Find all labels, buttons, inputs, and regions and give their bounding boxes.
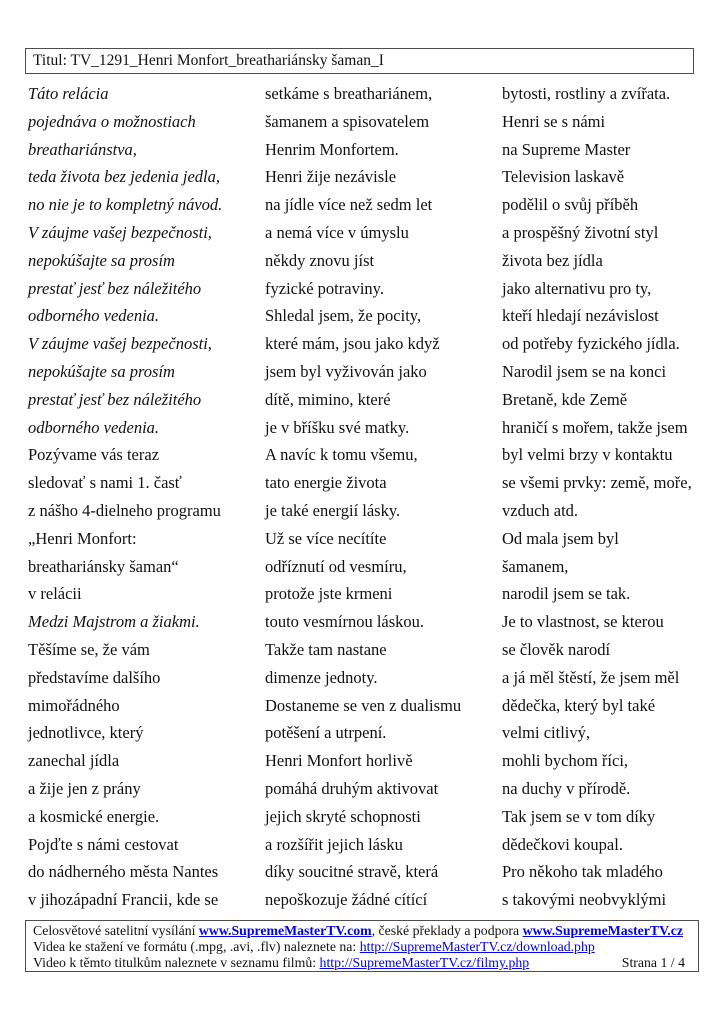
subtitle-line: Těšíme se, že vám <box>28 639 150 659</box>
subtitle-line: dimenze jednoty. <box>265 667 378 687</box>
subtitle-line: na duchy v přírodě. <box>502 778 631 798</box>
subtitle-line: fyzické potraviny. <box>265 278 384 298</box>
subtitle-line: Television laskavě <box>502 167 625 187</box>
subtitle-line: odříznutí od vesmíru, <box>265 556 407 576</box>
subtitle-line: představíme dalšího <box>28 667 161 687</box>
subtitle-line: a prospěšný životní styl <box>502 222 659 242</box>
footer-link[interactable]: http://SupremeMasterTV.cz/filmy.php <box>319 955 530 971</box>
subtitle-line: Medzi Majstrom a žiakmi. <box>28 612 200 632</box>
subtitle-line: byl velmi brzy v kontaktu <box>502 445 673 465</box>
title-bar <box>25 48 694 74</box>
subtitle-line: „Henri Monfort: <box>28 528 137 548</box>
subtitle-line: no nie je to kompletný návod. <box>28 195 223 215</box>
subtitle-line: Pro někoho tak mladého <box>502 862 663 882</box>
subtitle-line: nepokúšajte sa prosím <box>28 361 175 381</box>
subtitle-line: Od mala jsem byl <box>502 528 619 548</box>
subtitle-line: Henrim Monfortem. <box>265 139 399 159</box>
subtitle-line: s takovými neobvyklými <box>502 890 667 910</box>
subtitle-line: velmi citlivý, <box>502 723 590 743</box>
document-title: Titul: TV_1291_Henri Monfort_breathariánsky šaman_I <box>33 52 384 69</box>
subtitle-line: někdy znovu jíst <box>265 250 375 270</box>
subtitle-line: Henri Monfort horlivě <box>265 751 413 771</box>
subtitle-line: jako alternativu pro ty, <box>502 278 652 298</box>
subtitle-line: tato energie života <box>265 473 387 493</box>
subtitle-line: potěšení a utrpení. <box>265 723 387 743</box>
subtitle-line: sledovať s nami 1. časť <box>28 473 182 493</box>
subtitle-line: je také energií lásky. <box>265 500 401 520</box>
subtitle-line: se člověk narodí <box>502 639 611 659</box>
footer-bar <box>25 920 699 972</box>
subtitle-line: dědečkovi koupal. <box>502 834 623 854</box>
subtitle-line: se všemi prvky: země, moře, <box>502 473 692 493</box>
subtitle-line: které mám, jsou jako když <box>265 334 440 354</box>
subtitle-line: v jihozápadní Francii, kde se <box>28 890 219 910</box>
subtitle-line: a rozšířit jejich lásku <box>265 834 403 854</box>
footer-link[interactable]: http://SupremeMasterTV.cz/download.php <box>359 939 595 955</box>
subtitle-line: vzduch atd. <box>502 500 579 520</box>
subtitle-line: života bez jídla <box>502 250 603 270</box>
subtitle-line: odborného vedenia. <box>28 417 160 437</box>
subtitle-line: šamanem, <box>502 556 569 576</box>
subtitle-line: Pojďte s námi cestovat <box>28 834 179 854</box>
subtitle-line: Dostaneme se ven z dualismu <box>265 695 462 715</box>
subtitle-line: Henri se s námi <box>502 111 606 131</box>
subtitle-line: kteří hledají nezávislost <box>502 306 659 326</box>
subtitle-line: Takže tam nastane <box>265 639 387 659</box>
subtitle-line: pomáhá druhým aktivovat <box>265 778 439 798</box>
footer-text: Celosvětové satelitní vysílání <box>33 923 199 938</box>
footer-line <box>33 923 691 939</box>
subtitle-line: podělil o svůj příběh <box>502 195 639 215</box>
subtitle-line: teda života bez jedenia jedla, <box>28 167 220 187</box>
subtitle-line: jejich skryté schopnosti <box>265 806 421 826</box>
subtitle-line: je v bříšku své matky. <box>265 417 410 437</box>
footer-line <box>33 939 691 955</box>
subtitle-line: a kosmické energie. <box>28 806 160 826</box>
text-column-2 <box>265 84 500 918</box>
subtitle-line: Narodil jsem se na konci <box>502 361 667 381</box>
subtitle-line: dědečka, který byl také <box>502 695 656 715</box>
footer-link[interactable]: www.SupremeMasterTV.cz <box>522 923 683 938</box>
subtitle-line: od potřeby fyzického jídla. <box>502 334 680 354</box>
text-column-1 <box>28 84 263 918</box>
subtitle-line: a nemá více v úmyslu <box>265 222 409 242</box>
footer-text: Videa ke stažení ve formátu (.mpg, .avi, .flv) naleznete na: <box>33 939 360 955</box>
subtitle-line: Je to vlastnost, se kterou <box>502 612 664 632</box>
subtitle-line: hraničí s mořem, takže jsem <box>502 417 688 437</box>
subtitle-line: na Supreme Master <box>502 139 631 159</box>
footer-link[interactable]: www.SupremeMasterTV.com <box>198 923 372 938</box>
subtitle-line: setkáme s breathariánem, <box>265 84 433 103</box>
subtitle-line: jednotlivce, který <box>28 723 144 743</box>
subtitle-line: a já měl štěstí, že jsem měl <box>502 667 680 687</box>
subtitle-line: prestať jesť bez náležitého <box>28 278 202 298</box>
subtitle-line: do nádherného města Nantes <box>28 862 219 882</box>
subtitle-line: mimořádného <box>28 695 120 715</box>
footer-line <box>33 955 691 971</box>
subtitle-line: Pozývame vás teraz <box>28 445 160 465</box>
subtitle-line: a žije jen z prány <box>28 778 141 798</box>
subtitle-line: Bretaně, kde Země <box>502 389 628 409</box>
subtitle-line: nepoškozuje žádné cítící <box>265 890 428 910</box>
subtitle-line: zanechal jídla <box>28 751 120 771</box>
subtitle-line: touto vesmírnou láskou. <box>265 612 425 632</box>
subtitle-line: Henri žije nezávisle <box>265 167 397 187</box>
subtitle-line: v relácii <box>28 584 82 604</box>
subtitle-line: jsem byl vyživován jako <box>265 361 427 381</box>
subtitle-line: breathariánsky šaman“ <box>28 556 179 576</box>
subtitle-line: Už se více necítíte <box>265 528 387 548</box>
text-column-3 <box>502 84 724 918</box>
subtitle-line: nepokúšajte sa prosím <box>28 250 175 270</box>
page-number: Strana 1 / 4 <box>621 955 685 971</box>
subtitle-line: Tak jsem se v tom díky <box>502 806 656 826</box>
subtitle-line: díky soucitné stravě, která <box>265 862 439 882</box>
subtitle-line: na jídle více než sedm let <box>265 195 433 215</box>
subtitle-line: mohli bychom říci, <box>502 751 629 771</box>
subtitle-line: bytosti, rostliny a zvířata. <box>502 84 671 103</box>
subtitle-line: V záujme vašej bezpečnosti, <box>28 334 212 354</box>
subtitle-line: protože jste krmeni <box>265 584 393 604</box>
subtitle-line: odborného vedenia. <box>28 306 160 326</box>
subtitle-line: dítě, mimino, které <box>265 389 391 409</box>
subtitle-line: narodil jsem se tak. <box>502 584 631 604</box>
subtitle-line: šamanem a spisovatelem <box>265 111 430 131</box>
subtitle-line: prestať jesť bez náležitého <box>28 389 202 409</box>
subtitle-line: breathariánstva, <box>28 139 137 159</box>
footer-text: , české překlady a podpora <box>371 923 523 938</box>
subtitle-line: pojednáva o možnostiach <box>28 111 196 131</box>
subtitle-line: Táto relácia <box>28 84 109 103</box>
subtitle-line: Shledal jsem, že pocity, <box>265 306 422 326</box>
footer-text: Video k těmto titulkům naleznete v seznamu filmů: <box>33 955 320 971</box>
subtitle-line: A navíc k tomu všemu, <box>265 445 418 465</box>
subtitle-line: z nášho 4-dielneho programu <box>28 500 221 520</box>
subtitle-line: V záujme vašej bezpečnosti, <box>28 222 212 242</box>
